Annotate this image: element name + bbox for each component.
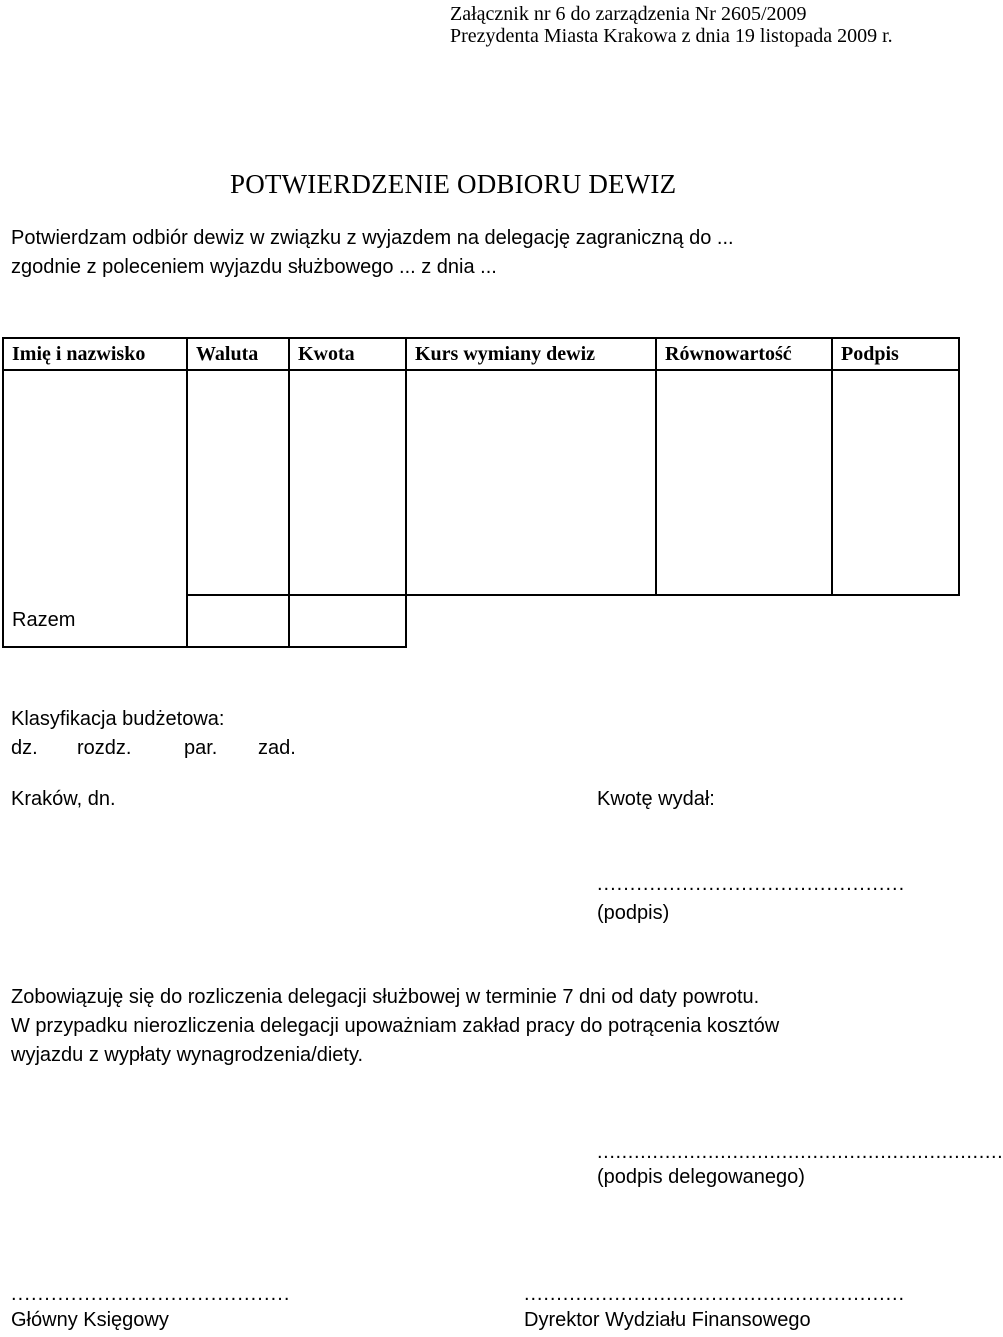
delegate-signature-dots: .................................................................. [597,1141,1003,1163]
budget-zad: zad. [258,737,296,759]
total-row [3,595,959,647]
total-blank-2 [656,595,832,647]
declaration-line-2: W przypadku nierozliczenia delegacji upoważniam zakład pracy do potrącenia kosztów [11,1015,780,1037]
total-blank-3 [832,595,959,647]
currency-table [2,337,960,648]
cell-name[interactable] [3,370,187,595]
document-title: POTWIERDZENIE ODBIORU DEWIZ [230,169,677,199]
col-header-amount: Kwota [289,338,406,370]
cell-signature[interactable] [832,370,959,595]
budget-rozdz: rozdz. [77,737,132,759]
declaration-line-3: wyjazdu z wypłaty wynagrodzenia/diety. [11,1044,364,1066]
issued-by-caption: (podpis) [597,902,670,924]
table-row [3,370,959,595]
budget-dz: dz. [11,737,38,759]
table-header-row [3,338,959,370]
col-header-signature: Podpis [832,338,959,370]
total-amount[interactable] [289,595,406,647]
cell-amount[interactable] [289,370,406,595]
col-header-currency: Waluta [187,338,289,370]
finance-director-caption: Dyrektor Wydziału Finansowego [524,1309,811,1331]
place-date-label: Kraków, dn. [11,788,116,810]
cell-exchange-rate[interactable] [406,370,656,595]
total-currency[interactable] [187,595,289,647]
col-header-exchange-rate: Kurs wymiany dewiz [406,338,656,370]
intro-line-2: zgodnie z poleceniem wyjazdu służbowego ... z dnia ... [11,256,497,278]
intro-line-1: Potwierdzam odbiór dewiz w związku z wyjazdem na delegację zagraniczną do ... [11,227,734,249]
finance-director-dots: ........................................................... [524,1283,905,1305]
issued-by-dots: ............................................... [597,873,906,895]
col-header-name: Imię i nazwisko [3,338,187,370]
col-header-equivalent: Równowartość [656,338,832,370]
annex-line-2: Prezydenta Miasta Krakowa z dnia 19 listopada 2009 r. [450,25,893,47]
budget-label: Klasyfikacja budżetowa: [11,708,225,730]
budget-par: par. [184,737,218,759]
cell-equivalent[interactable] [656,370,832,595]
declaration-line-1: Zobowiązuję się do rozliczenia delegacji służbowej w terminie 7 dni od daty powrotu. [11,986,760,1008]
delegate-signature-caption: (podpis delegowanego) [597,1166,805,1188]
annex-line-1: Załącznik nr 6 do zarządzenia Nr 2605/2009 [450,3,807,25]
cell-currency[interactable] [187,370,289,595]
issued-by-label: Kwotę wydał: [597,788,715,810]
total-label: Razem [3,595,187,647]
chief-accountant-caption: Główny Księgowy [11,1309,169,1331]
total-blank-1 [406,595,656,647]
chief-accountant-dots: .......................................... [11,1283,291,1305]
